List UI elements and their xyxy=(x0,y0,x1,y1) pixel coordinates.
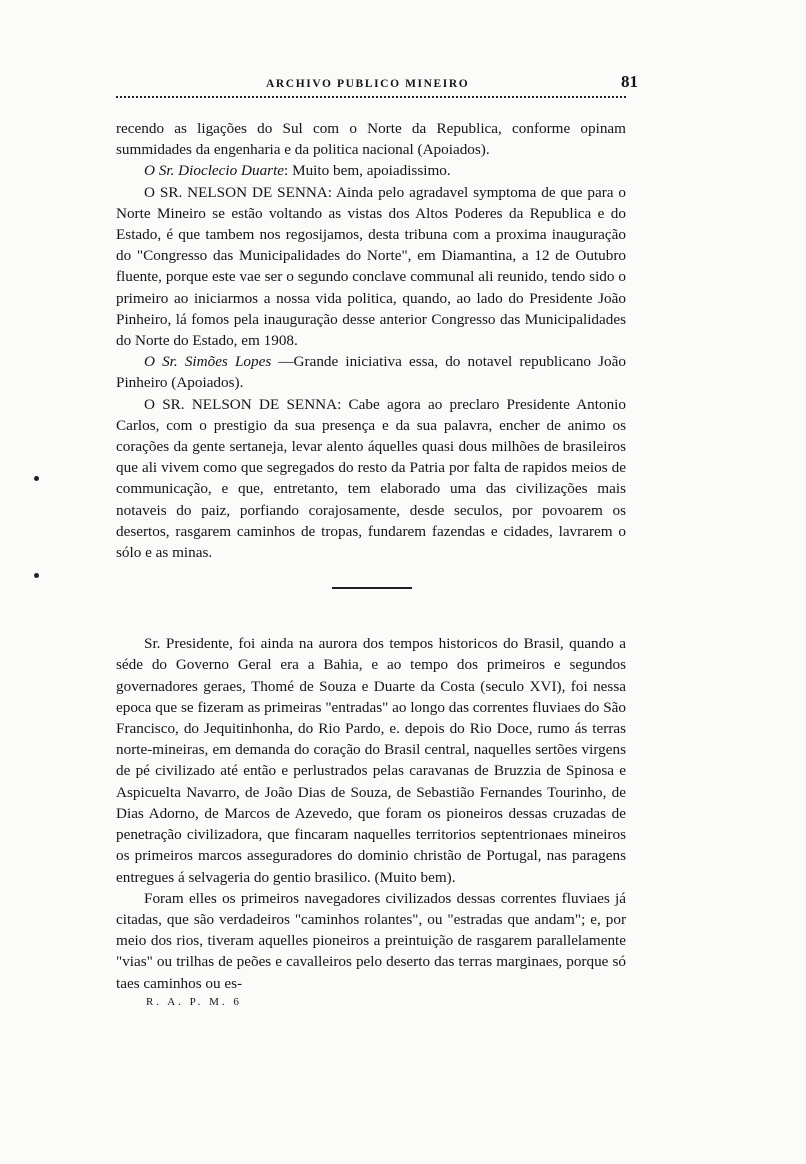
running-header xyxy=(116,70,648,94)
speaker-name: O Sr. Simões Lopes xyxy=(144,353,272,371)
section-divider xyxy=(332,587,412,589)
page-number: 81 xyxy=(621,72,638,91)
paragraph: recendo as ligações do Sul com o Norte da Republica, conforme opinam summidades da engenharia e da politica nacional (Apoiados). xyxy=(116,120,626,159)
paragraph: O SR. NELSON DE SENNA: Cabe agora ao preclaro Presidente Antonio Carlos, com o prestigio da sua presença e da sua palavra, encher de animo os corações da gente sertaneja, levar alento áquelles quasi dous milhões de brasileiros que ali vivem como que segregados do resto da Patria por falta de rapidos meios de communicação, e que, entretanto, tem elaborado uma das civilizações mais notaveis do paiz, porfiando corajosamente, desde seculos, por povoarem os desertos, rasgarem caminhos de tropas, fundarem fazendas e cidades, lavrarem o sólo e as minas. xyxy=(116,395,626,562)
document-page xyxy=(116,70,648,1008)
paragraph: O Sr. Dioclecio Duarte: Muito bem, apoiadissimo. xyxy=(144,162,451,180)
speaker-name: O Sr. Dioclecio Duarte xyxy=(144,162,285,180)
margin-bullet xyxy=(34,573,39,578)
paragraph: O SR. NELSON DE SENNA: Ainda pelo agradavel symptoma de que para o Norte Mineiro se estão voltando as vistas dos Altos Poderes da Republica e do Estado, é que tambem nos regosijamos, desta tribuna com a proxima inauguração do "Congresso das Municipalidades do Norte", em Diamantina, a 12 de Outubro fluente, porque este vae ser o segundo conclave communal ali reunido, tendo sido o primeiro ao iniciarmos a nossa vida politica, quando, ao lado do Presidente João Pinheiro, lá fomos pela inauguração desse anterior Congresso das Municipalidades do Norte do Estado, em 1908. xyxy=(116,183,626,350)
paragraph: Foram elles os primeiros navegadores civilizados dessas correntes fluviaes já citadas, que são verdadeiros "caminhos rolantes", ou "estradas que andam"; e, por meio dos rios, tiveram aquelles pioneiros a preintuição de rasgarem parallelamente "vias" ou trilhas de peões e cavalleiros pelo deserto das terras marginaes, porque só taes caminhos ou es- xyxy=(116,889,626,992)
paragraph: O Sr. Simões Lopes —Grande iniciativa essa, do notavel republicano João Pinheiro (Apoiados). xyxy=(116,353,626,392)
header-rule xyxy=(116,96,626,98)
margin-bullet xyxy=(34,476,39,481)
paragraph: Sr. Presidente, foi ainda na aurora dos tempos historicos do Brasil, quando a séde do Governo Geral era a Bahia, e ao tempo dos primeiros e segundos governadores geraes, Thomé de Souza e Duarte da Costa (seculo XVI), foi nessa epoca que se fizeram as primeiras "entradas" ao longo das correntes fluviaes do São Francisco, do Jequitinhonha, do Rio Pardo, e. depois do Rio Doce, rumo ás terras norte-mineiras, em demanda do coração do Brasil central, naquelles sertões virgens de pé civilizado até então e perlustrados pelas caravanas de Bruzzia de Spinosa e Aspicuelta Navarro, de João Dias de Souza, de Sebastião Fernandes Tourinho, de Dias Adorno, de Marcos de Azevedo, que foram os pioneiros dessas cruzadas de penetração civilizadora, que fincaram naquelles territorios septentrionaes mineiros os primeiros marcos asseguradores do dominio christão de Portugal, nas paragens entregues á selvageria do gentio brasilico. (Muito bem). xyxy=(116,635,626,886)
running-title: ARCHIVO PUBLICO MINEIRO xyxy=(266,78,470,90)
signature-mark: R. A. P. M. 6 xyxy=(146,995,242,1008)
